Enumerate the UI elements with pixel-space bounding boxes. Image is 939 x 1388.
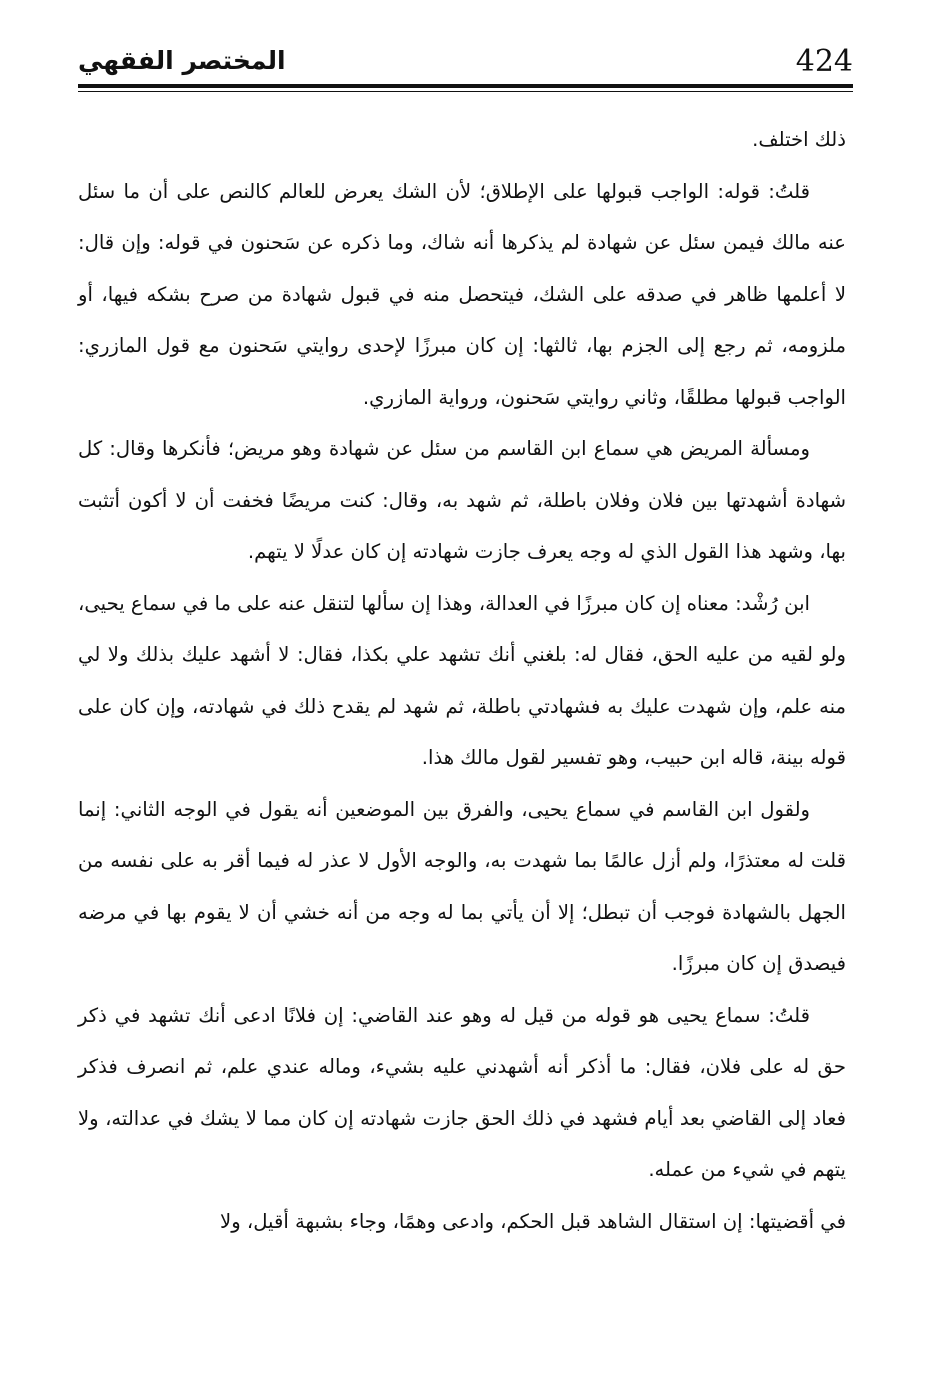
header-rule-thick (78, 84, 853, 88)
running-title: المختصر الفقهي (78, 46, 286, 75)
header-rule-thin (78, 91, 853, 92)
paragraph: قلتُ: قوله: الواجب قبولها على الإطلاق؛ لأن الشك يعرض للعالم كالنص على أن ما سئل عنه مالك فيمن سئل عن شهادة لم يذكرها أنه شاك، وما ذكره عن سَحنون في قوله: وإن قال: لا أعلمها ظاهر في صدقه على الشك، فيتحصل منه في قبول شهادة من صرح بشكه فيها، أو ملزومه، ثم رجع إلى الجزم بها، ثالثها: إن كان مبرزًا لإحدى روايتي سَحنون مع قول المازري: الواجب قبولها مطلقًا، وثاني روايتي سَحنون، ورواية المازري. (78, 179, 846, 409)
page-number: 424 (795, 44, 853, 79)
paragraph: قلتُ: سماع يحيى هو قوله من قيل له وهو عند القاضي: إن فلانًا ادعى أنك تشهد في ذكر حق له على فلان، فقال: ما أذكر أنه أشهدني عليه بشيء، وماله عندي علم، ثم انصرف فذكر فعاد إلى القاضي بعد أيام فشهد في ذلك الحق جازت شهادته إن كان مما لا يشك في عدالته، ولا يتهم في شيء من عمله. (78, 1003, 846, 1181)
paragraph: ابن رُشْد: معناه إن كان مبرزًا في العدالة، وهذا إن سألها لتنقل عنه على ما في سماع يحيى، ولو لقيه من عليه الحق، فقال له: بلغني أنك تشهد علي بكذا، فقال: لا أشهد عليك بذلك ولا لي منه علم، وإن شهدت عليك به فشهادتي باطلة، ثم شهد لم يقدح ذلك في شهادته، وإن كان على قوله بينة، قاله ابن حبيب، وهو تفسير لقول مالك هذا. (78, 591, 846, 769)
paragraph: ذلك اختلف. (752, 128, 846, 151)
page-header (78, 38, 853, 84)
paragraph: في أقضيتها: إن استقال الشاهد قبل الحكم، وادعى وهمًا، وجاء بشبهة أقيل، ولا (220, 1209, 846, 1233)
paragraph: ومسألة المريض هي سماع ابن القاسم من سئل عن شهادة وهو مريض؛ فأنكرها وقال: كل شهادة أشهدتها بين فلان وفلان باطلة، ثم شهد به، وقال: كنت مريضًا فخفت أن لا أكون أتثبت بها، وشهد هذا القول الذي له وجه يعرف جازت شهادته إن كان عدلًا لا يتهم. (78, 437, 846, 563)
paragraph: ولقول ابن القاسم في سماع يحيى، والفرق بين الموضعين أنه يقول في الوجه الثاني: إنما قلت له معتذرًا، ولم أزل عالمًا بما شهدت به، والوجه الأول لا عذر له فيما أقر به على نفسه من الجهل بالشهادة فوجب أن تبطل؛ إلا أن يأتي بما له وجه من أنه خشي أن لا يقوم بها في مرضه فيصدق إن كان مبرزًا. (78, 797, 846, 975)
body-text (78, 114, 846, 1247)
